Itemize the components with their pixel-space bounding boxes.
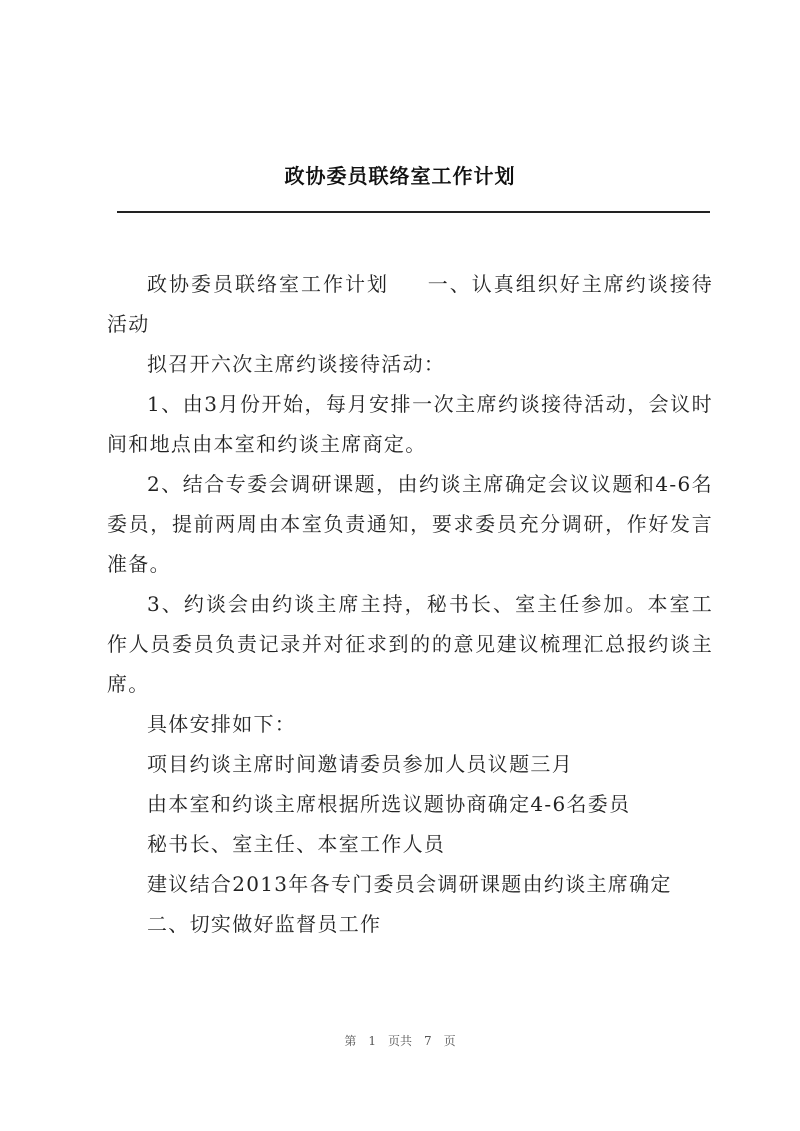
footer-middle: 页共 [387,1034,412,1048]
page-footer [0,1032,800,1049]
paragraph-7: 由本室和约谈主席根据所选议题协商确定4-6名委员 [147,792,631,816]
paragraph-8: 秘书长、室主任、本室工作人员 [147,832,446,856]
paragraph-5: 具体安排如下： [147,712,297,736]
paragraph-1: 拟召开六次主席约谈接待活动： [147,352,446,376]
footer-suffix: 页 [443,1034,456,1048]
paragraph-10: 二、切实做好监督员工作 [147,912,382,936]
intro-title: 政协委员联络室工作计划 [147,272,389,296]
paragraph-2: 1、由3月份开始，每月安排一次主席约谈接待活动，会议时间和地点由本室和约谈主席商定。 [107,392,713,456]
intro-paragraph [107,264,713,344]
footer-page-number: 1 [368,1034,376,1048]
intro-heading: 一、认真组织好主席约谈接待活动 [107,272,713,336]
paragraph-3: 2、结合专委会调研课题，由约谈主席确定会议议题和4-6名委员，提前两周由本室负责通知，要求委员充分调研，作好发言准备。 [107,472,713,576]
document-body [107,264,713,944]
paragraph-4: 3、约谈会由约谈主席主持，秘书长、室主任参加。本室工作人员委员负责记录并对征求到的的意见建议梳理汇总报约谈主席。 [107,592,713,696]
footer-total-pages: 7 [424,1034,432,1048]
document-title: 政协委员联络室工作计划 [284,164,516,188]
title-divider [117,211,710,213]
paragraph-6: 项目约谈主席时间邀请委员参加人员议题三月 [147,752,573,776]
footer-prefix: 第 [344,1034,357,1048]
paragraph-9: 建议结合2013年各专门委员会调研课题由约谈主席确定 [147,872,672,896]
